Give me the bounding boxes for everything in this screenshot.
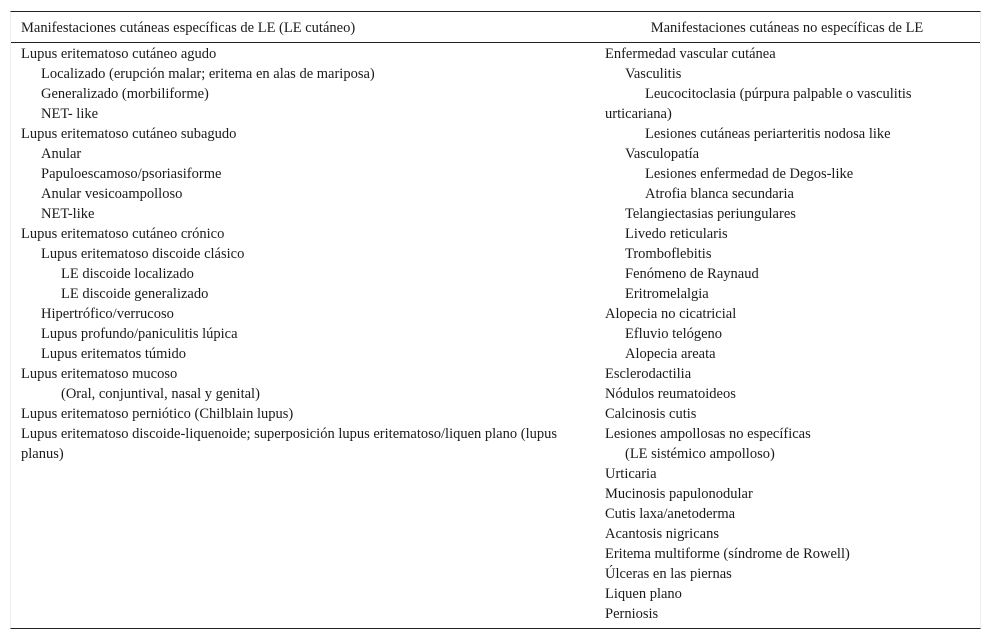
nonspecific-item: (LE sistémico ampolloso) <box>625 446 775 462</box>
specific-item: Generalizado (morbiliforme) <box>41 86 209 102</box>
specific-item: Papuloescamoso/psoriasiforme <box>41 166 222 182</box>
specific-column <box>21 44 581 464</box>
specific-item: Lupus eritematoso mucoso <box>21 366 178 382</box>
specific-item: Localizado (erupción malar; eritema en alas de mariposa) <box>41 66 375 82</box>
nonspecific-item: Cutis laxa/anetoderma <box>605 506 736 522</box>
nonspecific-item: Alopecia no cicatricial <box>605 306 737 322</box>
nonspecific-item: Enfermedad vascular cutánea <box>605 46 776 62</box>
header-specific: Manifestaciones cutáneas específicas de LE (LE cutáneo) <box>21 20 356 36</box>
specific-item: NET-like <box>41 206 95 222</box>
nonspecific-item: Telangiectasias periungulares <box>625 206 796 222</box>
specific-item: Lupus eritematoso cutáneo crónico <box>21 226 225 242</box>
specific-item: Lupus eritematoso cutáneo agudo <box>21 46 217 62</box>
specific-item: Lupus eritematoso discoide clásico <box>41 246 245 262</box>
specific-item: Hipertrófico/verrucoso <box>41 306 174 322</box>
nonspecific-item: Tromboflebitis <box>625 246 712 262</box>
manifestations-table <box>10 11 981 629</box>
nonspecific-item: Urticaria <box>605 466 657 482</box>
specific-item: LE discoide generalizado <box>61 286 209 302</box>
specific-item: Anular vesicoampolloso <box>41 186 183 202</box>
specific-item: Lupus eritematoso perniótico (Chilblain lupus) <box>21 406 294 422</box>
nonspecific-item: Acantosis nigricans <box>605 526 719 542</box>
specific-item: (Oral, conjuntival, nasal y genital) <box>61 386 260 402</box>
nonspecific-item: Vasculitis <box>625 66 682 82</box>
specific-item: Lupus profundo/paniculitis lúpica <box>41 326 238 342</box>
nonspecific-item: Efluvio telógeno <box>625 326 723 342</box>
nonspecific-item: Eritema multiforme (síndrome de Rowell) <box>605 546 850 562</box>
nonspecific-item: Leucocitoclasia (púrpura palpable o vasculitis urticariana) <box>605 86 912 122</box>
specific-item: Lupus eritematoso cutáneo subagudo <box>21 126 237 142</box>
nonspecific-item: Eritromelalgia <box>625 286 709 302</box>
header-divider <box>11 42 980 43</box>
nonspecific-item: Lesiones enfermedad de Degos-like <box>645 166 854 182</box>
nonspecific-item: Lesiones ampollosas no específicas <box>605 426 811 442</box>
nonspecific-item: Livedo reticularis <box>625 226 728 242</box>
nonspecific-item: Fenómeno de Raynaud <box>625 266 759 282</box>
specific-item: LE discoide localizado <box>61 266 194 282</box>
nonspecific-item: Úlceras en las piernas <box>605 566 732 582</box>
nonspecific-item: Nódulos reumatoideos <box>605 386 736 402</box>
nonspecific-item: Atrofia blanca secundaria <box>645 186 794 202</box>
nonspecific-item: Liquen plano <box>605 586 682 602</box>
specific-item: Anular <box>41 146 82 162</box>
nonspecific-item: Lesiones cutáneas periarteritis nodosa like <box>645 126 891 142</box>
nonspecific-item: Calcinosis cutis <box>605 406 697 422</box>
nonspecific-item: Alopecia areata <box>625 346 716 362</box>
nonspecific-item: Esclerodactilia <box>605 366 692 382</box>
nonspecific-item: Vasculopatía <box>625 146 700 162</box>
nonspecific-item: Mucinosis papulonodular <box>605 486 753 502</box>
nonspecific-item: Perniosis <box>605 606 659 622</box>
nonspecific-column <box>605 44 965 624</box>
specific-item: Lupus eritematos túmido <box>41 346 186 362</box>
header-nonspecific: Manifestaciones cutáneas no específicas de LE <box>650 20 924 36</box>
specific-item: NET- like <box>41 106 99 122</box>
specific-item: Lupus eritematoso discoide-liquenoide; superposición lupus eritematoso/liquen plano (lupus planus) <box>21 426 557 462</box>
